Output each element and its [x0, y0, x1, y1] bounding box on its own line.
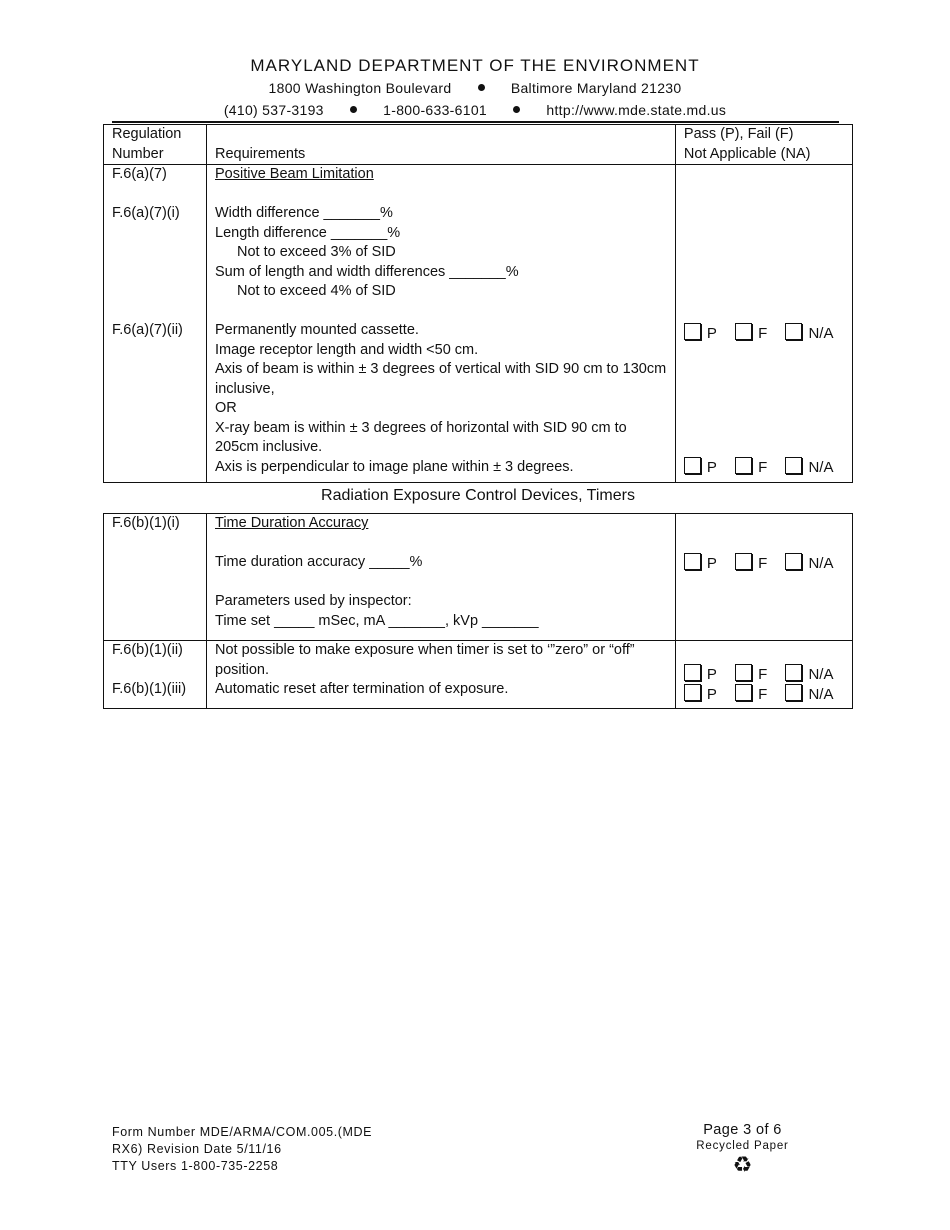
regulation-number: F.6(b)(1)(i): [112, 515, 180, 531]
beam-limitation-table: [103, 124, 853, 483]
na-checkbox[interactable]: [785, 323, 802, 340]
fail-checkbox[interactable]: [735, 664, 752, 681]
requirements-header: Requirements: [207, 125, 676, 165]
result-header: Pass (P), Fail (F) Not Applicable (NA): [675, 125, 852, 165]
pass-checkbox[interactable]: [684, 457, 701, 474]
regulation-number-cell: [104, 165, 207, 483]
pass-fail-group: P F N/A: [684, 553, 848, 574]
requirement-text: Axis of beam is within ± 3 degrees of vertical with SID 90 cm to 130cm inclusive,: [215, 361, 667, 397]
requirement-title: Positive Beam Limitation: [215, 166, 374, 182]
page-number: Page 3 of 6: [703, 1122, 782, 1138]
requirement-text: Axis is perpendicular to image plane within ± 3 degrees.: [215, 458, 574, 475]
sum-difference-field[interactable]: Sum of length and width differences _______%: [215, 263, 519, 280]
na-checkbox[interactable]: [785, 684, 802, 701]
pass-checkbox[interactable]: [684, 323, 701, 340]
regulation-number: F.6(a)(7)(i): [112, 205, 180, 221]
pass-fail-group: P F N/A: [684, 457, 848, 478]
table-row: [104, 514, 853, 641]
result-cell: [675, 641, 852, 709]
bullet-icon: [478, 84, 485, 91]
regulation-number-header: Regulation Number: [104, 125, 207, 165]
address-city: Baltimore Maryland 21230: [510, 80, 682, 96]
fail-checkbox[interactable]: [735, 323, 752, 340]
parameters-label: Parameters used by inspector:: [215, 593, 412, 609]
regulation-number: F.6(a)(7)(ii): [112, 322, 183, 338]
footer-page-info: [680, 1122, 805, 1176]
requirement-text: Permanently mounted cassette.: [215, 322, 419, 338]
regulation-number: F.6(b)(1)(ii): [112, 642, 183, 658]
pass-checkbox[interactable]: [684, 553, 701, 570]
pass-fail-group: P F N/A: [684, 684, 848, 705]
requirement-text: OR: [215, 400, 237, 416]
address-street: 1800 Washington Boulevard: [268, 80, 452, 96]
requirement-text: X-ray beam is within ± 3 degrees of horizontal with SID 90 cm to 205cm inclusive.: [215, 419, 627, 455]
result-cell: [675, 514, 852, 641]
fail-checkbox[interactable]: [735, 457, 752, 474]
requirements-cell: [207, 514, 676, 641]
phone-toll-free: 1-800-633-6101: [383, 102, 487, 118]
phone-local: (410) 537-3193: [223, 102, 324, 118]
regulation-number: F.6(b)(1)(iii): [112, 681, 187, 697]
table-row: [104, 165, 853, 483]
na-checkbox[interactable]: [785, 664, 802, 681]
result-cell: [675, 165, 852, 483]
na-checkbox[interactable]: [785, 457, 802, 474]
pass-fail-group: P F N/A: [684, 664, 848, 685]
requirement-title: Time Duration Accuracy: [215, 515, 369, 531]
limit-note: Not to exceed 4% of SID: [237, 283, 396, 299]
table-row: [104, 641, 853, 709]
parameters-field[interactable]: Time set _____ mSec, mA _______, kVp _______: [215, 612, 539, 629]
na-checkbox[interactable]: [785, 553, 802, 570]
revision-date: RX6) Revision Date 5/11/16: [112, 1142, 282, 1156]
requirements-cell: [207, 165, 676, 483]
bullet-icon: [350, 106, 357, 113]
fail-checkbox[interactable]: [735, 684, 752, 701]
requirements-cell: [207, 641, 676, 709]
website-link[interactable]: http://www.mde.state.md.us: [546, 102, 727, 118]
pass-checkbox[interactable]: [684, 664, 701, 681]
requirement-text: Image receptor length and width <50 cm.: [215, 341, 479, 358]
regulation-number: F.6(a)(7): [112, 166, 167, 182]
fail-checkbox[interactable]: [735, 553, 752, 570]
header-rule: [112, 121, 839, 123]
length-difference-field[interactable]: Length difference _______%: [215, 224, 401, 241]
pass-checkbox[interactable]: [684, 684, 701, 701]
recycle-icon: ♻: [732, 1152, 753, 1177]
time-accuracy-field[interactable]: Time duration accuracy _____%: [215, 554, 423, 570]
limit-note: Not to exceed 3% of SID: [237, 244, 396, 260]
section-title: Radiation Exposure Control Devices, Timers: [321, 487, 635, 504]
bullet-icon: [513, 106, 520, 113]
form-number: Form Number MDE/ARMA/COM.005.(MDE: [112, 1125, 373, 1139]
tty-number: TTY Users 1-800-735-2258: [112, 1159, 279, 1173]
recycled-paper-label: Recycled Paper: [696, 1140, 789, 1152]
table-header-row: [104, 125, 853, 165]
regulation-number-cell: [104, 514, 207, 641]
requirement-text: Automatic reset after termination of exposure.: [215, 681, 509, 697]
letterhead: [0, 55, 950, 121]
width-difference-field[interactable]: Width difference _______%: [215, 205, 393, 221]
requirement-text: Not possible to make exposure when timer is set to ‘”zero” or “off” position.: [215, 642, 635, 678]
timers-table: [103, 513, 853, 709]
regulation-number-cell: [104, 641, 207, 709]
pass-fail-group: P F N/A: [684, 323, 848, 344]
footer-form-info: [112, 1124, 372, 1175]
contact-line: [0, 99, 950, 121]
address-line: [0, 77, 950, 99]
organization-name: MARYLAND DEPARTMENT OF THE ENVIRONMENT: [250, 56, 700, 75]
